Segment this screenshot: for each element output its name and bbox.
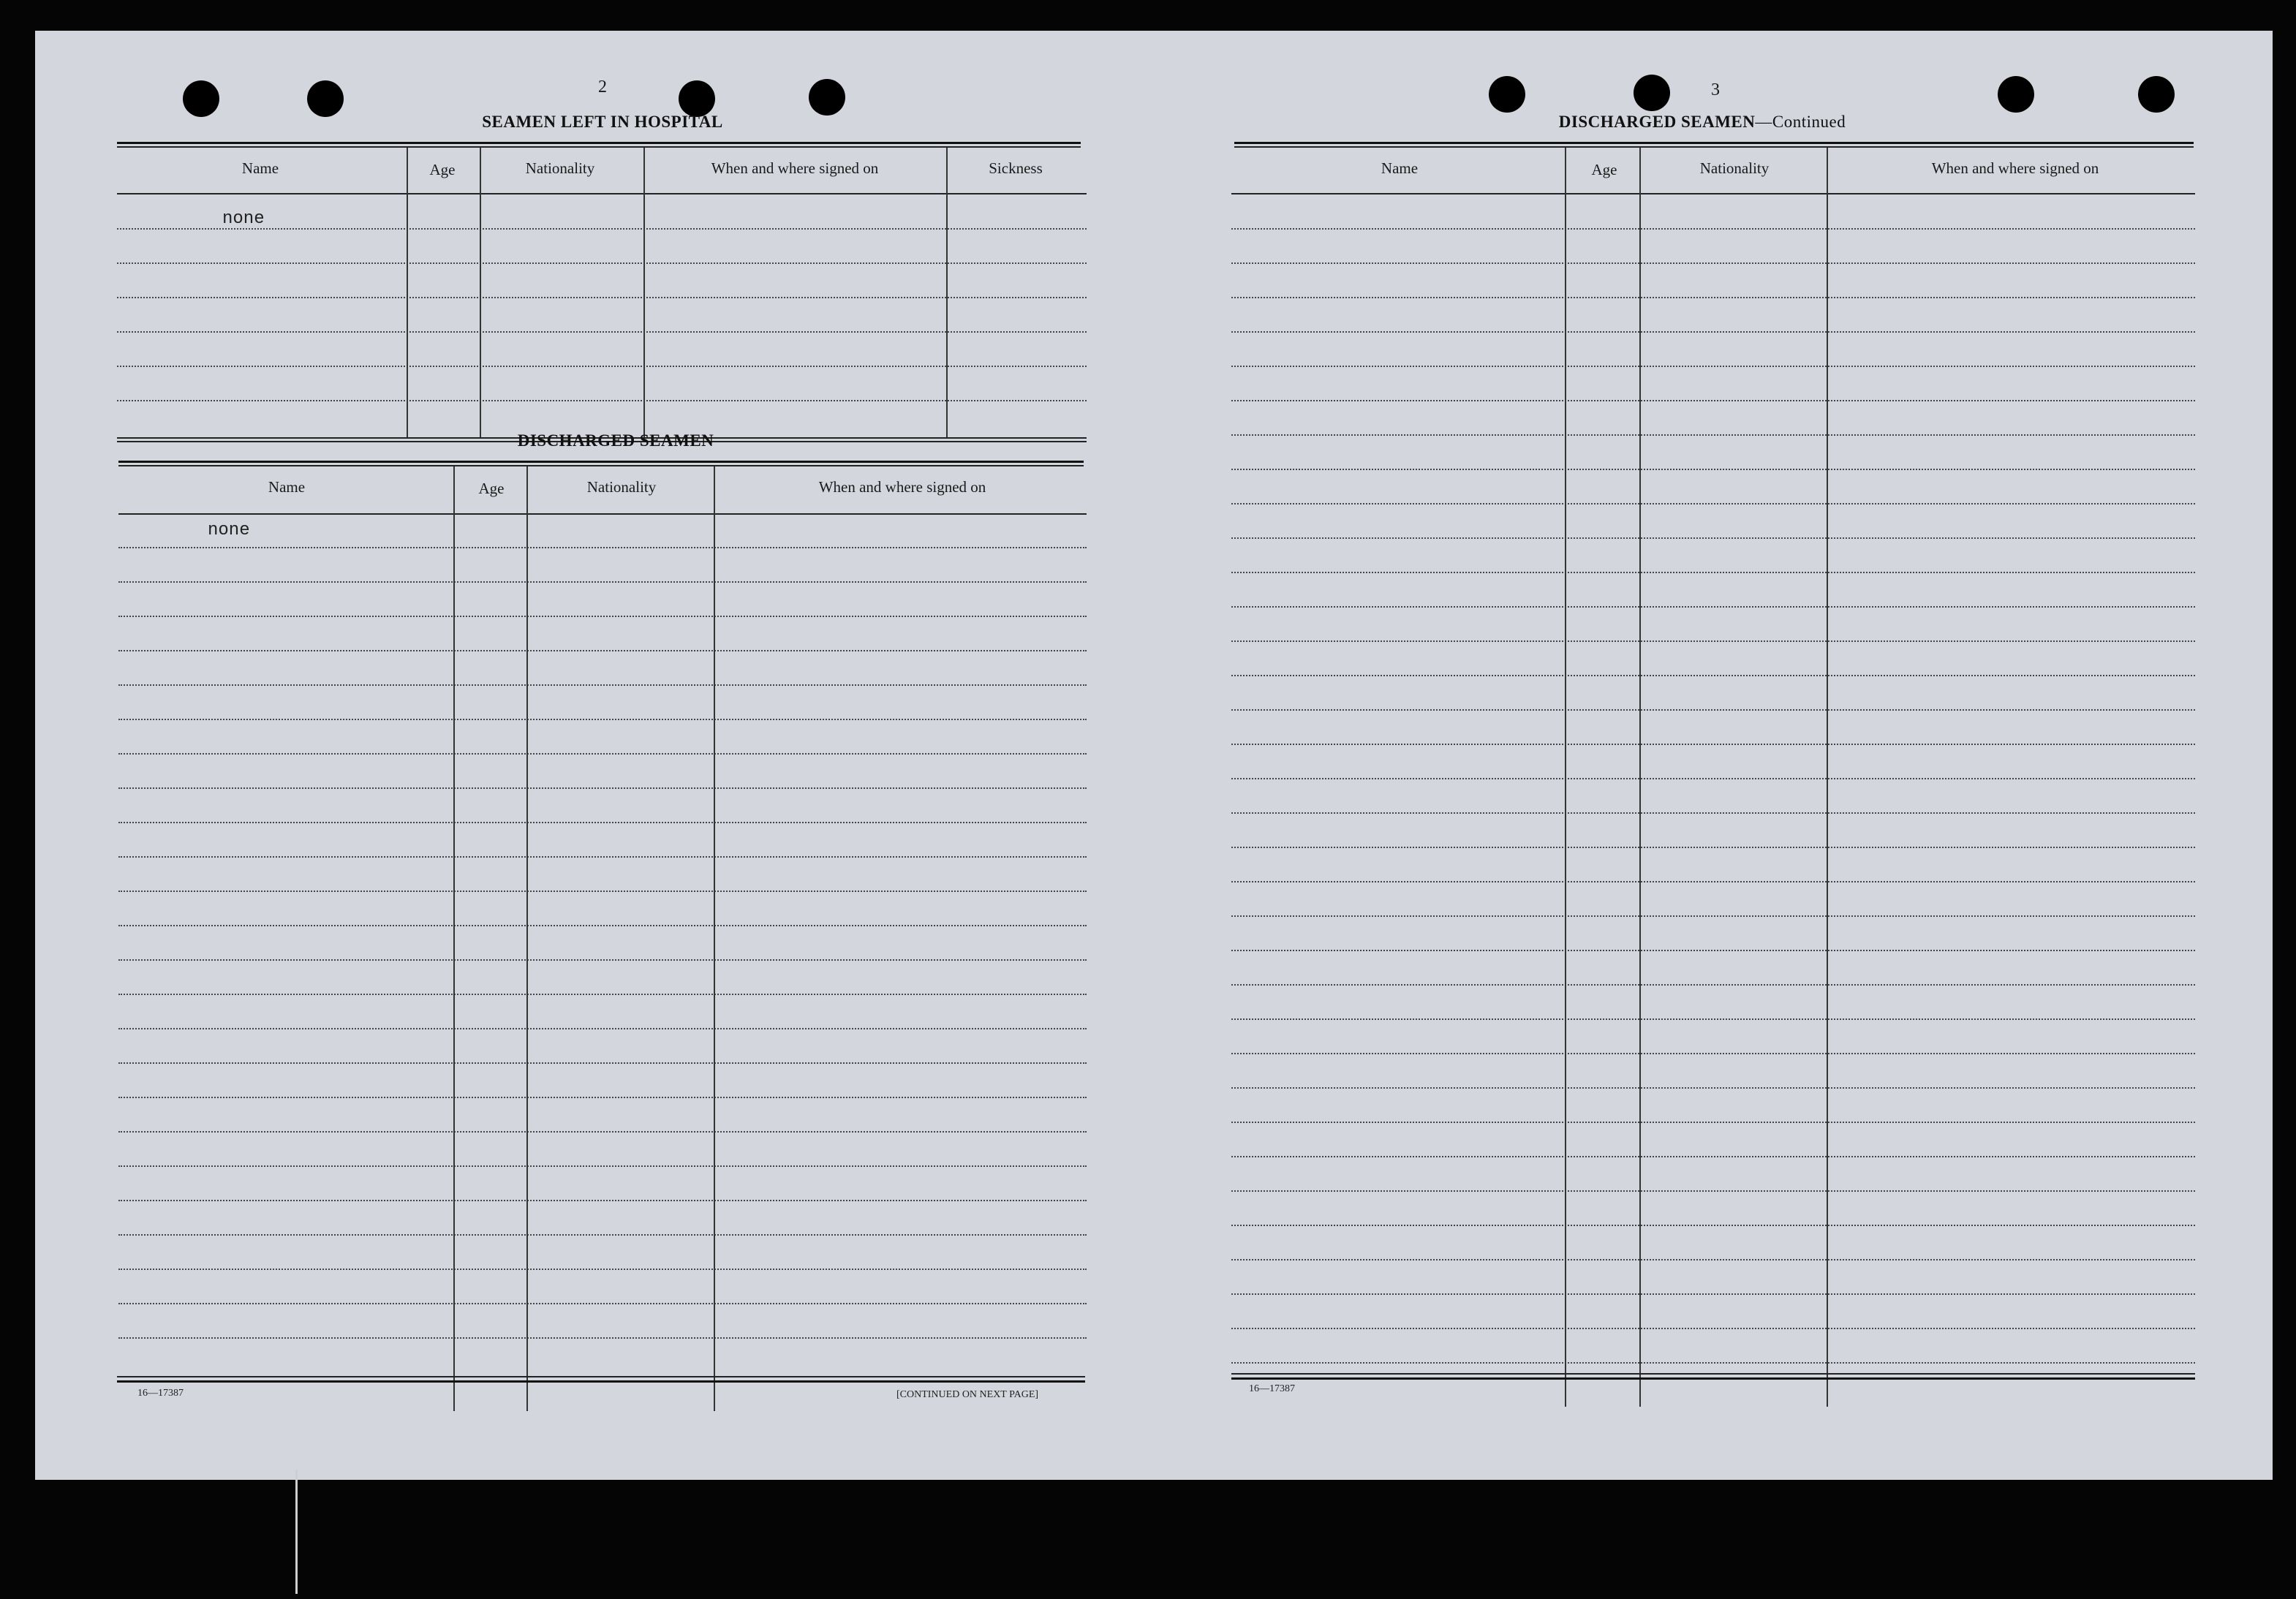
ruled-row-line — [118, 959, 1087, 961]
ruled-row-line — [117, 366, 1087, 367]
ruled-row-line — [118, 1097, 1087, 1098]
column-header-nationality: Nationality — [586, 478, 657, 496]
table-rule — [117, 1376, 1085, 1377]
ruled-row-line — [118, 787, 1087, 789]
ruled-row-line — [1231, 434, 2195, 436]
table-rule — [117, 146, 1081, 148]
ruled-row-line — [1231, 297, 2195, 298]
table-rule — [117, 1380, 1085, 1383]
form-number: 16—17387 — [1249, 1383, 1295, 1394]
page-number: 3 — [1711, 80, 1720, 99]
ruled-row-line — [1231, 950, 2195, 951]
ruled-row-line — [118, 1234, 1087, 1236]
punch-hole — [1634, 75, 1670, 111]
column-divider — [643, 148, 645, 437]
column-divider — [453, 466, 455, 1411]
ruled-row-line — [1231, 1259, 2195, 1260]
ruled-row-line — [118, 925, 1087, 926]
section-title-suffix: —Continued — [1755, 113, 1846, 131]
ruled-row-line — [1231, 881, 2195, 882]
column-header-nationality: Nationality — [525, 159, 595, 177]
ruled-row-line — [1231, 537, 2195, 539]
punch-hole — [679, 80, 715, 117]
ruled-row-line — [117, 400, 1087, 401]
ruled-row-line — [118, 1200, 1087, 1201]
header-rule — [117, 193, 1087, 194]
ruled-row-line — [1231, 469, 2195, 470]
column-header-signed-on: When and where signed on — [711, 159, 879, 177]
ruled-row-line — [1231, 1122, 2195, 1123]
ruled-row-line — [1231, 1190, 2195, 1192]
ruled-row-line — [118, 719, 1087, 720]
column-divider — [1639, 148, 1641, 1407]
ruled-row-line — [118, 1165, 1087, 1167]
ruled-row-line — [1231, 1328, 2195, 1329]
table-rule — [117, 142, 1081, 144]
column-divider — [946, 148, 948, 437]
ruled-row-line — [1231, 915, 2195, 917]
column-header-signed-on: When and where signed on — [1931, 159, 2099, 177]
ruled-row-line — [1231, 1225, 2195, 1226]
ruled-row-line — [1231, 675, 2195, 676]
ruled-row-line — [118, 547, 1087, 548]
column-divider — [1827, 148, 1828, 1407]
ruled-row-line — [1231, 606, 2195, 608]
column-divider — [407, 148, 408, 437]
column-header-name: Name — [268, 478, 306, 496]
ruled-row-line — [118, 753, 1087, 755]
table-rule — [1231, 1373, 2195, 1375]
section-title-discharged-continued — [1559, 113, 1846, 132]
ruled-row-line — [1231, 331, 2195, 333]
column-divider — [480, 148, 481, 437]
ruled-row-line — [118, 1303, 1087, 1304]
column-header-age: Age — [1591, 161, 1617, 178]
ruled-row-line — [1231, 984, 2195, 986]
ruled-row-line — [118, 1269, 1087, 1270]
ruled-row-line — [1231, 812, 2195, 814]
column-header-signed-on: When and where signed on — [818, 478, 986, 496]
ruled-row-line — [1231, 640, 2195, 642]
column-divider — [714, 466, 715, 1411]
column-divider — [1565, 148, 1566, 1407]
ruled-row-line — [118, 650, 1087, 651]
document-sheet — [35, 31, 2273, 1480]
punch-hole — [1998, 76, 2034, 113]
handwritten-entry: none — [208, 521, 250, 540]
ruled-row-line — [118, 856, 1087, 858]
ruled-row-line — [1231, 847, 2195, 848]
column-header-age: Age — [478, 480, 505, 497]
ruled-row-line — [117, 228, 1087, 230]
ruled-row-line — [1231, 1018, 2195, 1020]
ruled-row-line — [118, 1131, 1087, 1133]
ruled-row-line — [1231, 503, 2195, 504]
ruled-row-line — [118, 891, 1087, 892]
ruled-row-line — [118, 616, 1087, 617]
ruled-row-line — [1231, 1087, 2195, 1089]
ruled-row-line — [1231, 1156, 2195, 1157]
ruled-row-line — [1231, 572, 2195, 573]
ruled-row-line — [117, 262, 1087, 264]
form-number: 16—17387 — [137, 1388, 184, 1399]
punch-hole — [2138, 76, 2175, 113]
ruled-row-line — [1231, 778, 2195, 779]
punch-hole — [307, 80, 344, 117]
ruled-row-line — [117, 297, 1087, 298]
section-title-hospital: SEAMEN LEFT IN HOSPITAL — [482, 113, 723, 131]
ruled-row-line — [118, 1337, 1087, 1339]
handwritten-entry: none — [222, 209, 265, 229]
ruled-row-line — [1231, 366, 2195, 367]
ruled-row-line — [1231, 744, 2195, 745]
ruled-row-line — [118, 684, 1087, 686]
table-rule — [118, 461, 1084, 463]
column-header-name: Name — [241, 159, 279, 177]
ruled-row-line — [118, 994, 1087, 995]
punch-hole — [1489, 76, 1525, 113]
scan-artifact — [295, 1470, 298, 1594]
punch-hole — [809, 79, 845, 116]
continued-note: [CONTINUED ON NEXT PAGE] — [896, 1389, 1039, 1400]
column-header-name: Name — [1381, 159, 1419, 177]
column-header-nationality: Nationality — [1699, 159, 1770, 177]
ruled-row-line — [118, 1028, 1087, 1029]
table-rule — [1231, 1377, 2195, 1380]
column-header-age: Age — [429, 161, 456, 178]
section-title-discharged: DISCHARGED SEAMEN — [517, 431, 714, 450]
table-rule — [118, 465, 1084, 466]
table-rule — [1234, 142, 2194, 144]
ruled-row-line — [118, 581, 1087, 583]
ruled-row-line — [1231, 228, 2195, 230]
punch-hole — [183, 80, 219, 117]
ruled-row-line — [1231, 1362, 2195, 1364]
ruled-row-line — [1231, 1293, 2195, 1295]
ruled-row-line — [118, 822, 1087, 823]
ruled-row-line — [1231, 262, 2195, 264]
ruled-row-line — [1231, 400, 2195, 401]
ruled-row-line — [1231, 1053, 2195, 1054]
table-rule — [1234, 146, 2194, 148]
column-header-sickness: Sickness — [989, 159, 1043, 177]
section-title-text: DISCHARGED SEAMEN — [1558, 113, 1756, 131]
header-rule — [118, 513, 1087, 515]
page-number: 2 — [598, 78, 607, 97]
column-divider — [526, 466, 528, 1411]
header-rule — [1231, 193, 2195, 194]
ruled-row-line — [117, 331, 1087, 333]
ruled-row-line — [118, 1062, 1087, 1064]
ruled-row-line — [1231, 709, 2195, 711]
